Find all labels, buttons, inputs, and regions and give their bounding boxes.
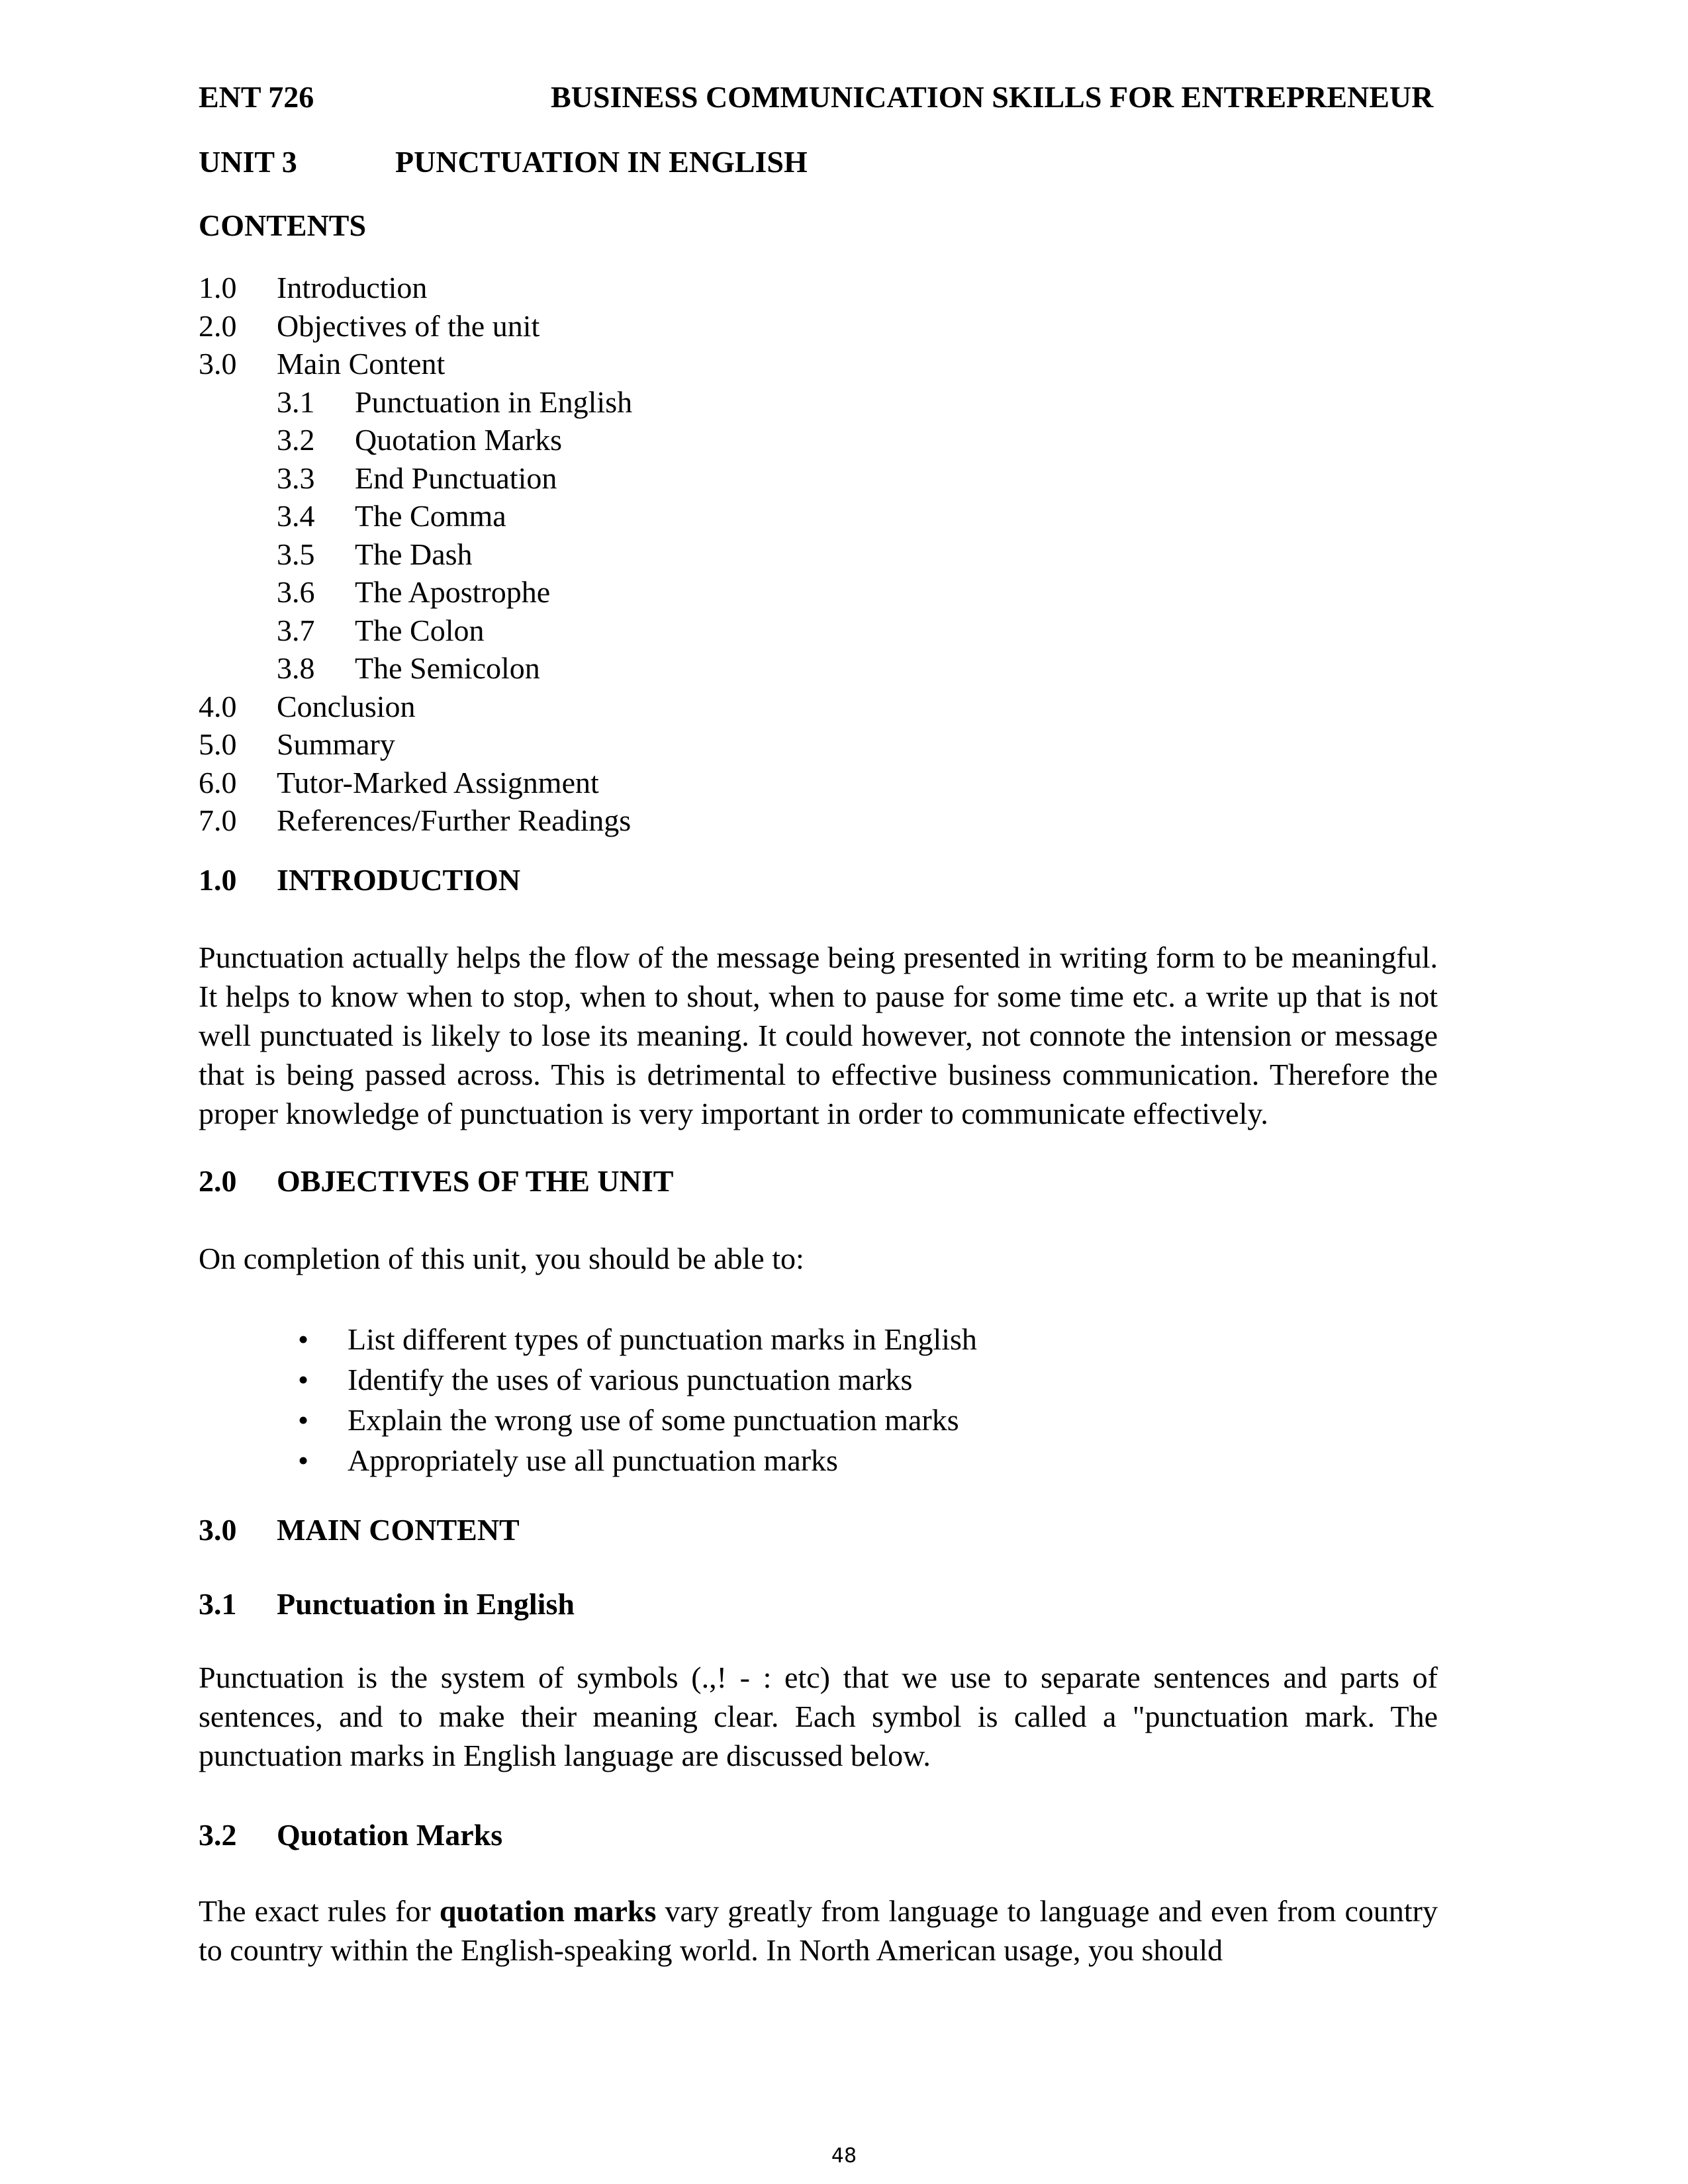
toc-item-label: Summary	[277, 727, 395, 761]
toc-subitem	[199, 535, 1450, 574]
toc-subitem	[199, 612, 1450, 650]
section-title: MAIN CONTENT	[277, 1512, 520, 1547]
section-number: 2.0	[199, 1163, 237, 1198]
section-number: 3.1	[199, 1586, 237, 1621]
toc-item-number: 3.3	[277, 461, 315, 495]
toc-item	[199, 307, 1450, 345]
objectives-list	[199, 1319, 1450, 1480]
toc-subitem	[199, 649, 1450, 688]
bullet-icon: •	[298, 1443, 309, 1477]
toc-item-label: Conclusion	[277, 689, 416, 723]
section-heading-objectives	[199, 1163, 1450, 1203]
section-number: 1.0	[199, 862, 237, 897]
paragraph-text: The exact rules for	[199, 1893, 440, 1928]
section-title: Quotation Marks	[277, 1817, 503, 1852]
toc-item-label: References/Further Readings	[277, 803, 632, 837]
paragraph-text: vary greatly from language to language and even from country to country within the English-speaking world. In North American usage, you should	[199, 1893, 1438, 1967]
table-of-contents	[199, 269, 1450, 840]
toc-item-label: End Punctuation	[355, 461, 557, 495]
bullet-icon: •	[298, 1322, 309, 1356]
toc-item-number: 3.6	[277, 575, 315, 609]
toc-item-number: 3.0	[199, 347, 237, 381]
list-item-text: Identify the uses of various punctuation marks	[348, 1362, 913, 1396]
toc-subitem	[199, 421, 1450, 459]
list-item	[199, 1359, 1450, 1400]
contents-heading: CONTENTS	[199, 208, 367, 242]
toc-subitem	[199, 459, 1450, 498]
toc-subitem	[199, 497, 1450, 535]
introduction-paragraph: Punctuation actually helps the flow of the message being presented in writing form to be meaningful. It helps to know when to stop, when to shout, when to pause for some time etc. a write up that is not well punctuated is likely to lose its meaning. It could however, not connote the intension or message that is being passed across. This is detrimental to effective business communication. Therefore the proper knowledge of punctuation is very important in order to communicate effectively.	[199, 940, 1438, 1130]
section-heading-main-content	[199, 1512, 1450, 1552]
section-number: 3.0	[199, 1512, 237, 1547]
section-number: 3.2	[199, 1817, 237, 1852]
course-title: BUSINESS COMMUNICATION SKILLS FOR ENTREPRENEUR	[551, 80, 1434, 114]
objectives-lead: On completion of this unit, you should be able to:	[199, 1241, 804, 1275]
punctuation-paragraph: Punctuation is the system of symbols (.,! - : etc) that we use to separate sentences and parts of sentences, and to make their meaning clear. Each symbol is called a "punctuation mark. The punctuation marks in English language are discussed below.	[199, 1660, 1438, 1772]
list-item	[199, 1400, 1450, 1440]
toc-item	[199, 269, 1450, 307]
toc-item	[199, 764, 1450, 802]
quotation-marks-paragraph	[199, 1891, 1438, 1970]
unit-heading	[199, 144, 1450, 184]
toc-item-label: Tutor-Marked Assignment	[277, 765, 599, 799]
running-header	[199, 73, 1450, 126]
emphasis-term: quotation marks	[439, 1893, 657, 1928]
toc-item	[199, 801, 1450, 840]
toc-item-number: 4.0	[199, 689, 237, 723]
toc-item-label: Main Content	[277, 347, 445, 381]
toc-item-number: 2.0	[199, 308, 237, 343]
section-title: INTRODUCTION	[277, 862, 521, 897]
toc-item-label: The Semicolon	[355, 651, 540, 685]
toc-item	[199, 345, 1450, 383]
list-item-text: Explain the wrong use of some punctuation marks	[348, 1402, 959, 1437]
toc-item-label: The Apostrophe	[355, 575, 551, 609]
section-title: OBJECTIVES OF THE UNIT	[277, 1163, 674, 1198]
bullet-icon: •	[298, 1362, 309, 1396]
list-item	[199, 1319, 1450, 1359]
list-item-text: Appropriately use all punctuation marks	[348, 1443, 838, 1477]
toc-item	[199, 688, 1450, 726]
bullet-icon: •	[298, 1402, 309, 1437]
toc-item-number: 3.7	[277, 613, 315, 647]
toc-item-label: Objectives of the unit	[277, 308, 540, 343]
section-title: Punctuation in English	[277, 1586, 575, 1621]
toc-item-label: Punctuation in English	[355, 385, 633, 419]
toc-item-number: 7.0	[199, 803, 237, 837]
list-item	[199, 1440, 1450, 1480]
toc-item-number: 3.8	[277, 651, 315, 685]
toc-item-number: 6.0	[199, 765, 237, 799]
toc-item-number: 3.5	[277, 537, 315, 571]
toc-item-label: The Colon	[355, 613, 485, 647]
toc-item-number: 3.2	[277, 423, 315, 457]
course-code: ENT 726	[199, 80, 314, 114]
toc-subitem	[199, 383, 1450, 422]
toc-subitem	[199, 573, 1450, 612]
subsection-heading-punctuation	[199, 1586, 1450, 1626]
toc-item-label: Quotation Marks	[355, 423, 563, 457]
toc-item-label: Introduction	[277, 271, 428, 304]
toc-item-number: 3.1	[277, 385, 315, 419]
document-page	[199, 73, 1450, 1970]
list-item-text: List different types of punctuation marks in English	[348, 1322, 977, 1356]
section-heading-introduction	[199, 862, 1450, 902]
page-number: 48	[831, 2144, 857, 2167]
toc-item-label: The Comma	[355, 499, 506, 533]
subsection-heading-quotation-marks	[199, 1817, 1450, 1857]
toc-item-label: The Dash	[355, 537, 473, 571]
toc-item	[199, 725, 1450, 764]
unit-title: PUNCTUATION IN ENGLISH	[395, 145, 808, 179]
toc-item-number: 3.4	[277, 499, 315, 533]
toc-item-number: 1.0	[199, 271, 237, 304]
unit-number: UNIT 3	[199, 145, 297, 179]
toc-item-number: 5.0	[199, 727, 237, 761]
